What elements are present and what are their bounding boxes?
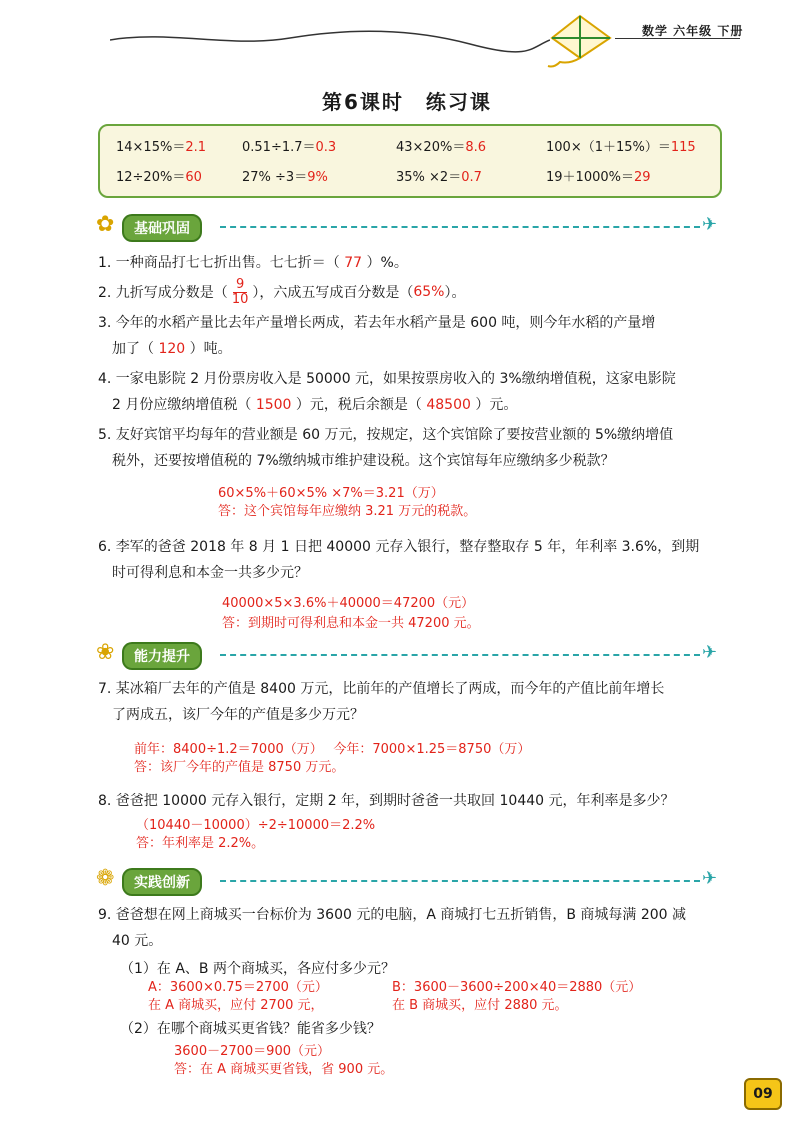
- question-6-line1: 6. 李军的爸爸 2018 年 8 月 1 日把 40000 元存入银行，整存整取存 5 年，年利率 3.6%，到期: [98, 539, 700, 555]
- kite-icon: [540, 12, 620, 72]
- warmup-box: [98, 124, 722, 198]
- fraction: $\frac{9}{10}$: [231, 276, 249, 307]
- question-5-line1: 5. 友好宾馆平均每年的营业额是 60 万元，按规定，这个宾馆除了要按营业额的 5%缴纳增值: [98, 427, 674, 443]
- answer-9-1-b: B：3600－3600÷200×40＝2880（元）: [392, 980, 642, 995]
- page-title: 第6课时 练习课: [322, 90, 492, 114]
- warmup-item: 14×15%＝2.1: [116, 140, 207, 155]
- question-5-line2: 税外，还要按增值税的 7%缴纳城市维护建设税。这个宾馆每年应缴纳多少税款？: [112, 453, 615, 469]
- question-7-line2: 了两成五，该厂今年的产值是多少万元？: [112, 707, 364, 723]
- warmup-item: 35% ×2＝0.7: [396, 170, 482, 185]
- header-wave: [110, 18, 550, 58]
- warmup-item: 0.51÷1.7＝0.3: [242, 140, 337, 155]
- warmup-item: 19＋1000%＝29: [546, 170, 651, 185]
- answer-7-calc: 前年：8400÷1.2＝7000（万） 今年：7000×1.25＝8750（万）: [134, 742, 531, 757]
- answer-9-2-text: 答：在 A 商城买更省钱，省 900 元。: [174, 1062, 394, 1077]
- answer-8-calc: （10440－10000）÷2÷10000＝2.2%: [136, 818, 376, 833]
- snail-icon: ❁: [96, 866, 115, 891]
- question-9-line2: 40 元。: [112, 933, 163, 949]
- answer-7-text: 答：该厂今年的产值是 8750 万元。: [134, 760, 345, 775]
- question-3-line1: 3. 今年的水稻产量比去年产量增长两成，若去年水稻产量是 600 吨，则今年水稻的产量增: [98, 315, 656, 331]
- bee-icon: ❀: [96, 640, 115, 665]
- section-divider: [220, 226, 700, 228]
- section-practice-label: 实践创新: [122, 868, 202, 896]
- question-7-line1: 7. 某冰箱厂去年的产值是 8400 万元，比前年的产值增长了两成，而今年的产值比前年增长: [98, 681, 665, 697]
- answer-5-calc: 60×5%＋60×5% ×7%＝3.21（万）: [218, 486, 444, 501]
- answer-9-2-calc: 3600－2700＝900（元）: [174, 1044, 330, 1059]
- question-9-sub2: （2）在哪个商城买更省钱？能省多少钱？: [120, 1021, 381, 1037]
- answer-8-text: 答：年利率是 2.2%。: [136, 836, 265, 851]
- page-number: 09: [753, 1086, 773, 1102]
- section-basic-header: [96, 212, 726, 240]
- section-divider: [220, 880, 700, 882]
- question-8: 8. 爸爸把 10000 元存入银行，定期 2 年，到期时爸爸一共取回 10440 元，年利率是多少？: [98, 793, 675, 809]
- section-ability-header: [96, 640, 726, 668]
- question-3-line2: 加了（ 120 ）吨。: [112, 341, 232, 357]
- airplane-icon: ✈: [702, 868, 718, 889]
- answer-9-1-b2: 在 B 商城买，应付 2880 元。: [392, 998, 568, 1013]
- answer-6-calc: 40000×5×3.6%＋40000＝47200（元）: [222, 596, 475, 611]
- question-4-line1: 4. 一家电影院 2 月份票房收入是 50000 元，如果按票房收入的 3%缴纳增值税，这家电影院: [98, 371, 676, 387]
- header-subject: 数学 六年级 下册: [642, 24, 744, 38]
- warmup-item: 27% ÷3＝9%: [242, 170, 328, 185]
- airplane-icon: ✈: [702, 214, 718, 235]
- section-ability-label: 能力提升: [122, 642, 202, 670]
- answer-9-1-a2: 在 A 商城买，应付 2700 元，: [148, 998, 324, 1013]
- warmup-item: 43×20%＝8.6: [396, 140, 487, 155]
- airplane-icon: ✈: [702, 642, 718, 663]
- section-practice-header: [96, 866, 726, 894]
- answer-5-text: 答：这个宾馆每年应缴纳 3.21 万元的税款。: [218, 504, 477, 519]
- question-9-line1: 9. 爸爸想在网上商城买一台标价为 3600 元的电脑，A 商城打七五折销售，B 商城每满 200 减: [98, 907, 687, 923]
- question-1: 1. 一种商品打七七折出售。七七折＝（ 77 ）%。: [98, 255, 408, 271]
- question-4-line2: 2 月份应缴纳增值税（ 1500 ）元，税后余额是（ 48500 ）元。: [112, 397, 518, 413]
- answer-9-1-a: A：3600×0.75＝2700（元）: [148, 980, 328, 995]
- gear-icon: ✿: [96, 212, 115, 237]
- question-6-line2: 时可得利息和本金一共多少元？: [112, 565, 308, 581]
- warmup-item: 12÷20%＝60: [116, 170, 202, 185]
- page-number-badge: [744, 1078, 782, 1110]
- warmup-item: 100×（1＋15%）＝115: [546, 140, 696, 155]
- question-9-sub1: （1）在 A、B 两个商城买，各应付多少元？: [120, 961, 395, 977]
- section-basic-label: 基础巩固: [122, 214, 202, 242]
- answer-6-text: 答：到期时可得利息和本金一共 47200 元。: [222, 616, 480, 631]
- question-2: 2. 九折写成分数是（ $\frac{9}{10}$ ），六成五写成百分数是（ 65% ）。: [98, 276, 466, 307]
- section-divider: [220, 654, 700, 656]
